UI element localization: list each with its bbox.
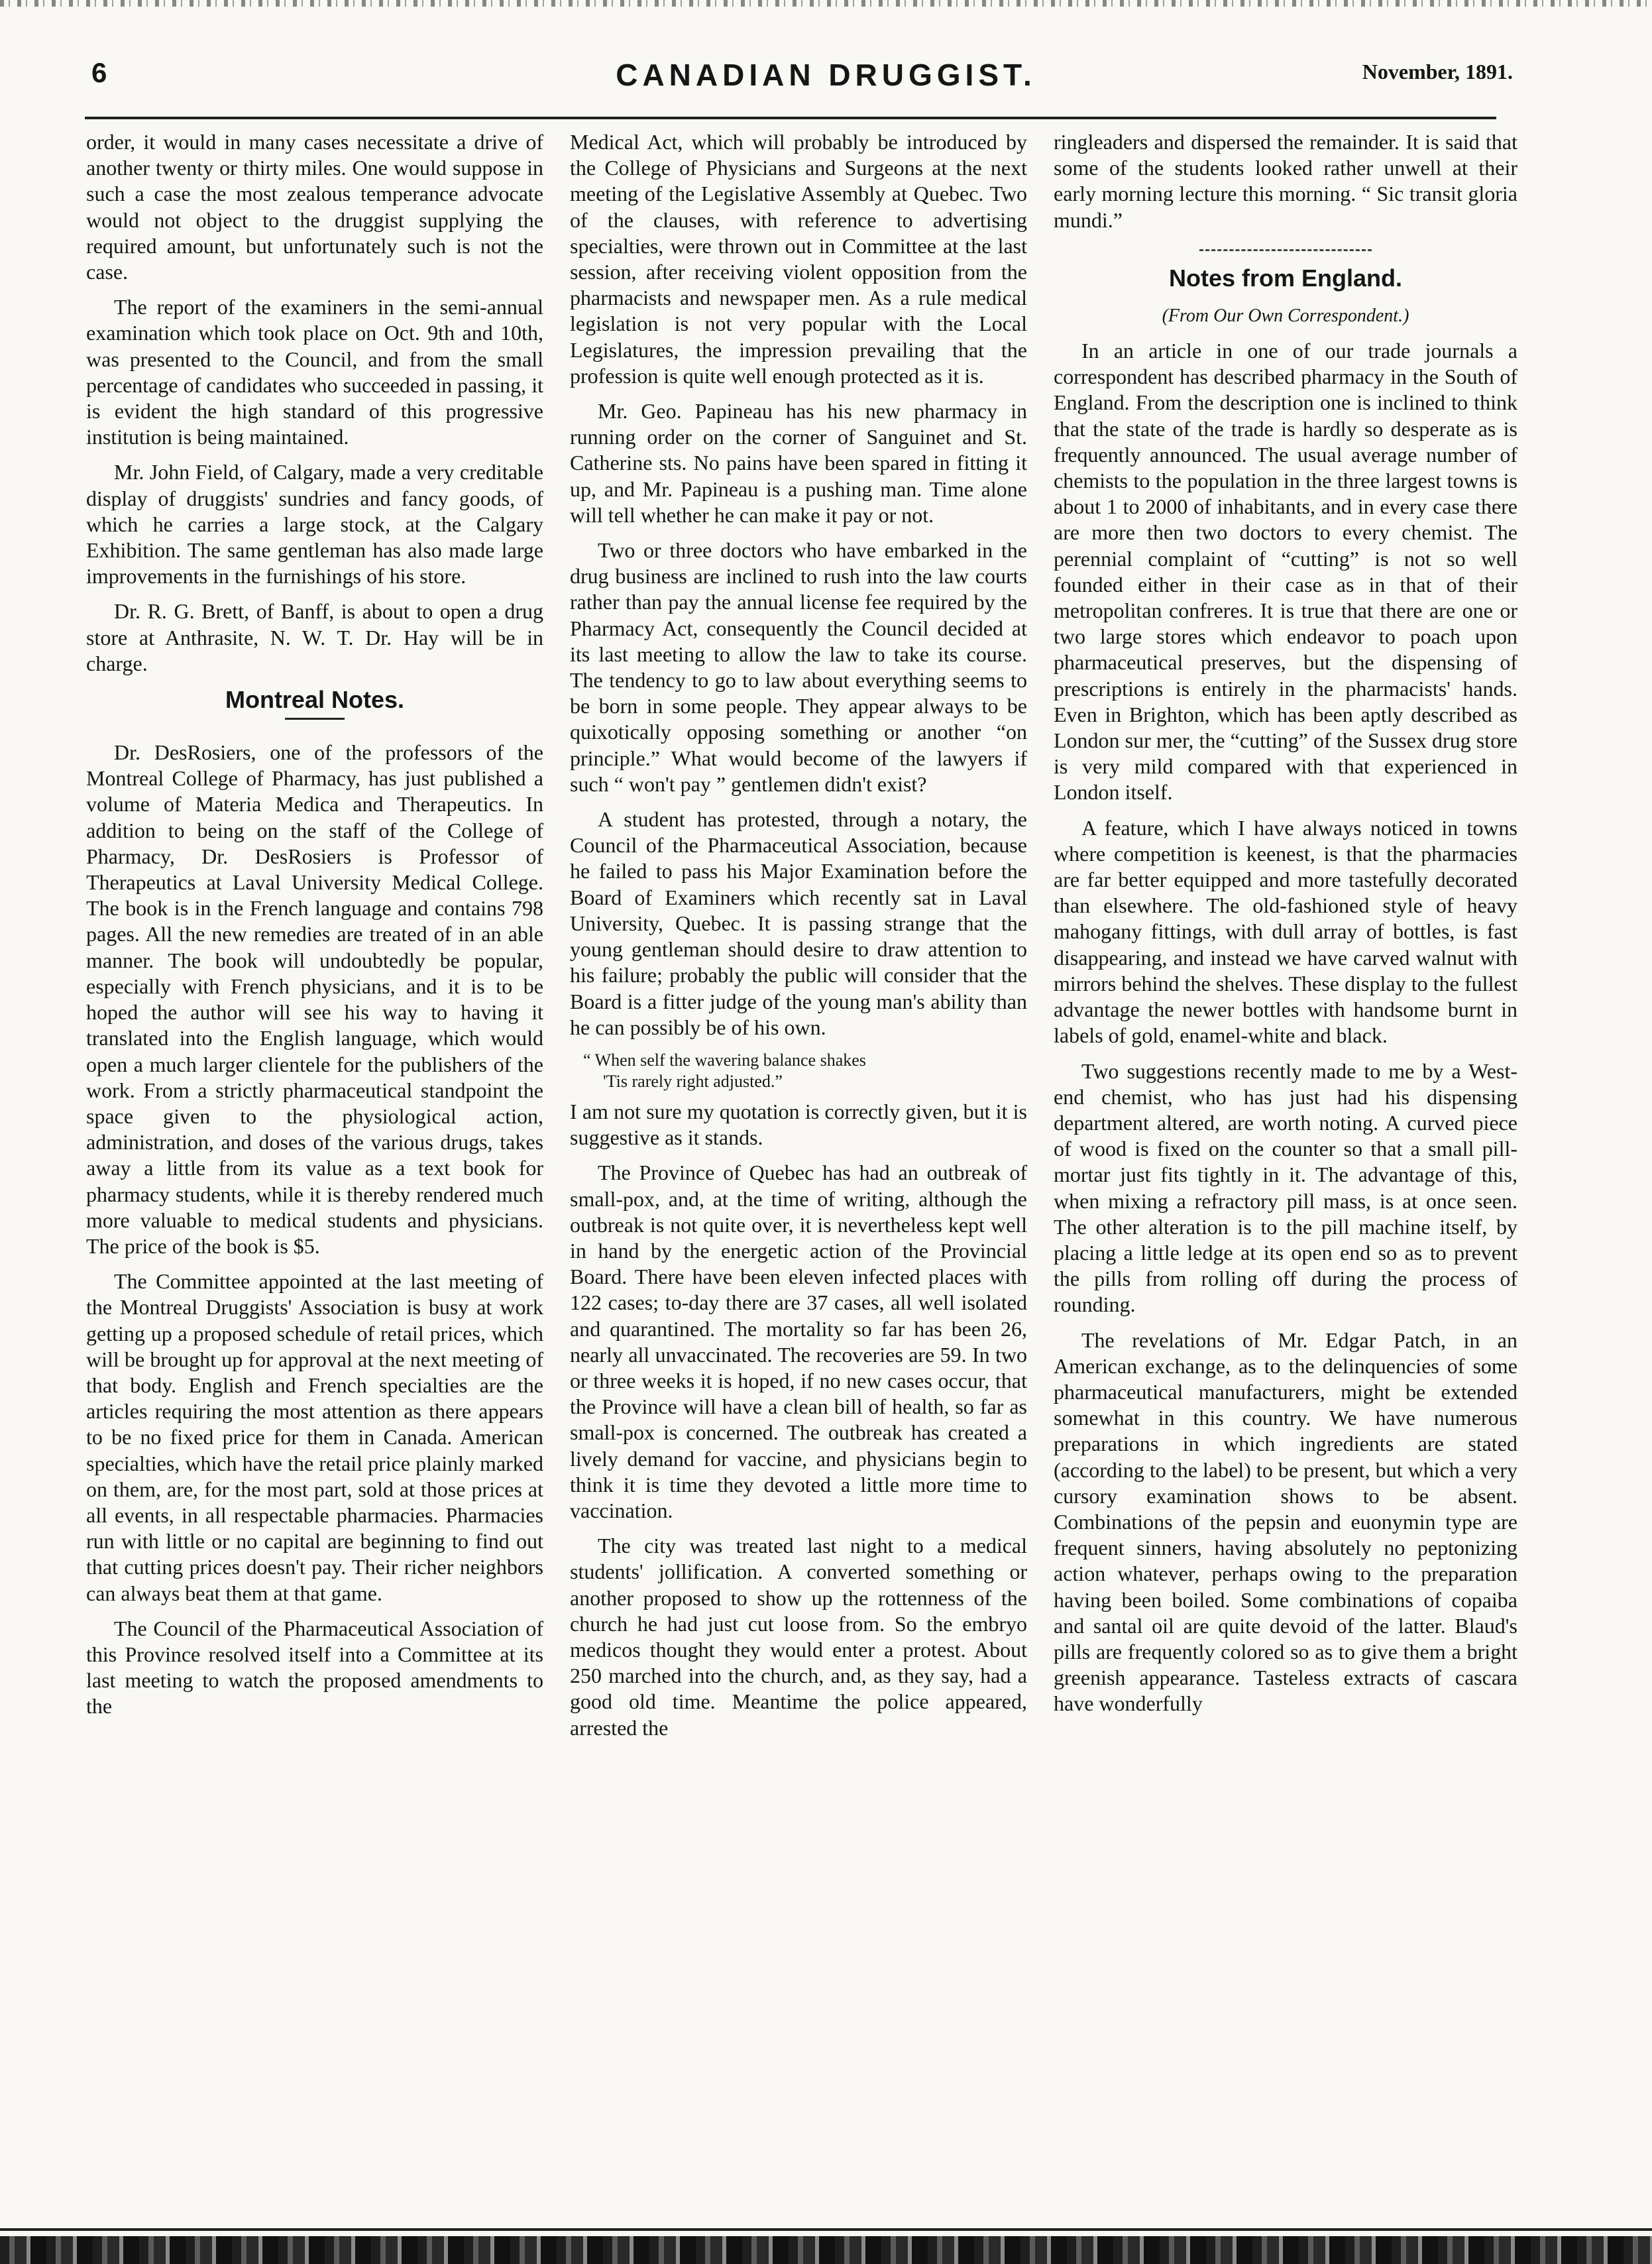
scan-bottom-edge: [0, 2236, 1652, 2264]
heading-rule: [285, 718, 345, 720]
paragraph: The Council of the Pharmaceutical Association of this Province resolved itself into a Committee at its last meeting to watch the proposed amendments to the: [86, 1616, 543, 1719]
column-2: [570, 129, 1027, 1750]
paragraph: order, it would in many cases necessitate a drive of another twenty or thirty miles. One would suppose in such a case the most zealous temperance advocate would not object to the druggist supplying the required amount, but unfortunately such is not the case.: [86, 130, 543, 284]
paragraph: The revelations of Mr. Edgar Patch, in an American exchange, as to the delinquencies of some pharmaceutical manufacturers, might be extended somewhat in this country. We have numerous preparations in which ingredients are stated (according to the label) to be present, but which a very cursory examination shows to be absent. Combinations of the pepsin and euonymin type are frequent sinners, having absolutely no peptonizing action whatever, perhaps owing to the preparation having been boiled. Some combinations of copaiba and santal oil are quite devoid of the latter. Blaud's pills are frequently colored so as to give them a bright greenish appearance. Tasteless extracts of cascara have wonderfully: [1054, 1328, 1517, 1716]
paragraph: The Committee appointed at the last meeting of the Montreal Druggists' Association is busy at work getting up a proposed schedule of retail prices, which will be brought up for approval at the next meeting of that body. English and French specialties are the articles requiring the most attention as there appears to be no fixed price for them in Canada. American specialties, which have the retail price plainly marked on them, are, for the most part, sold at those prices at all events, in all respectable pharmacies. Pharmacies run with little or no capital are beginning to find out that cutting prices doesn't pay. Their richer neighbors can always beat them at that game.: [86, 1269, 543, 1605]
quotation-line: “ When self the wavering balance shakes: [583, 1050, 866, 1070]
paragraph: The Province of Quebec has had an outbreak of small-pox, and, at the time of writing, although the outbreak is not quite over, it is nevertheless kept well in hand by the energetic action of the Provincial Board. There have been eleven infected places with 122 cases; to-day there are 37 cases, all well isolated and quarantined. The mortality so far has been 26, nearly all unvaccinated. The recoveries are 59. In two or three weeks it is hoped, if no new cases occur, that the Province will have a clean bill of health, so far as small-pox is concerned. The outbreak has created a lively demand for vaccine, and physicians begin to think it is time they devoted a little more time to vaccination.: [570, 1160, 1027, 1522]
section-heading-england: Notes from England.: [1168, 264, 1403, 292]
quotation-line: 'Tis rarely right adjusted.”: [603, 1071, 783, 1091]
scan-bottom-rule: [0, 2228, 1652, 2231]
paragraph: Two or three doctors who have embarked in the drug business are inclined to rush into the law courts rather than pay the annual license fee required by the Pharmacy Act, consequently the Council decided at its last meeting to allow the law to take its course. The tendency to go to law about everything seems to be born in some people. They appear always to be quixotically opposing something or another “on principle.” What would become of the lawyers if such “ won't pay ” gentlemen didn't exist?: [570, 538, 1027, 796]
paragraph: Mr. John Field, of Calgary, made a very creditable display of druggists' sundries and fancy goods, of which he carries a large stock, at the Calgary Exhibition. The same gentleman has also made large improvements in the furnishings of his store.: [86, 460, 543, 589]
paragraph: Medical Act, which will probably be introduced by the College of Physicians and Surgeons at the next meeting of the Legislative Assembly at Quebec. Two of the clauses, with reference to advertising specialties, were thrown out in Committee at the last session, after receiving violent opposition from the pharmacists and newspaper men. As a rule medical legislation is not very popular with the Local Legislatures, the impression prevailing that the profession is quite well enough protected as it is.: [570, 130, 1027, 388]
issue-date: November, 1891.: [1362, 60, 1513, 84]
paragraph: ringleaders and dispersed the remainder. It is said that some of the students looked rather unwell at their early morning lecture this morning. “ Sic transit gloria mundi.”: [1054, 130, 1517, 232]
paragraph: I am not sure my quotation is correctly given, but it is suggestive as it stands.: [570, 1099, 1027, 1150]
masthead: CANADIAN DRUGGIST.: [616, 58, 1036, 92]
page-number: 6: [91, 57, 107, 88]
byline: (From Our Own Correspondent.): [1162, 305, 1409, 326]
column-3: [1054, 129, 1517, 1726]
section-heading-montreal: Montreal Notes.: [225, 686, 405, 714]
header-rule: [85, 117, 1496, 119]
paragraph: Mr. Geo. Papineau has his new pharmacy in running order on the corner of Sanguinet and St. Catherine sts. No pains have been spared in fitting it up, and Mr. Papineau is a pushing man. Time alone will tell whether he can make it pay or not.: [570, 399, 1027, 527]
quotation: [583, 1050, 1027, 1092]
paragraph: A feature, which I have always noticed in towns where competition is keenest, is that the pharmacies are far better equipped and more tastefully decorated than elsewhere. The old-fashioned style of heavy mahogany fittings, with dull array of bottles, is fast disappearing, and instead we have carved walnut with mirrors behind the shelves. These display to the fullest advantage the newer bottles with handsome burnt in labels of gold, enamel-white and black.: [1054, 815, 1517, 1048]
paragraph: Dr. DesRosiers, one of the professors of the Montreal College of Pharmacy, has just published a volume of Materia Medica and Therapeutics. In addition to being on the staff of the College of Pharmacy, Dr. DesRosiers is Professor of Therapeutics at Laval University Medical College. The book is in the French language and contains 798 pages. All the new remedies are treated of in an able manner. The book will undoubtedly be popular, especially with French physicians, and it is to be hoped the author will see his way to having it translated into the English language, which would open a much larger clientele for the publishers of the work. From a strictly pharmaceutical standpoint the space given to the physiological action, administration, and doses of the various drugs, takes away a little from its value as a text book for pharmacy students, while it is thereby rendered much more valuable to medical students and physicians. The price of the book is $5.: [86, 740, 543, 1258]
paragraph: The city was treated last night to a medical students' jollification. A converted something or another proposed to show up the rottenness of the church he had just cut loose from. So the embryo medicos thought they would enter a protest. About 250 marched into the church, and, as they say, had a good old time. Meantime the police appeared, arrested the: [570, 1534, 1027, 1740]
scan-top-edge: [0, 0, 1652, 7]
paragraph: Dr. R. G. Brett, of Banff, is about to open a drug store at Anthrasite, N. W. T. Dr. Hay will be in charge.: [86, 599, 543, 675]
column-1: [86, 129, 543, 1729]
section-divider: [1199, 249, 1372, 251]
paragraph: Two suggestions recently made to me by a West-end chemist, who has just had his dispensing department altered, are worth noting. A curved piece of wood is fixed on the counter so that a small pill-mortar just fits tightly in it. The advantage of this, when mixing a refractory pill mass, is at once seen. The other alteration is to the pill machine itself, by placing a little ledge at its open end so as to prevent the pills from rolling off during the process of rounding.: [1054, 1058, 1517, 1317]
paragraph: In an article in one of our trade journals a correspondent has described pharmacy in the South of England. From the description one is inclined to think that the state of the trade is hardly so desperate as is frequently announced. The usual average number of chemists to the population in the three largest towns is about 1 to 2000 of inhabitants, and in every case there are more then two doctors to every chemist. The perennial complaint of “cutting” is not so well founded either in their case as in that of their metropolitan confreres. It is true that there are one or two large stores which endeavor to poach upon pharmaceutical preserves, but the dispensing of prescriptions is entirely in the pharmacists' hands. Even in Brighton, which has been aptly described as London sur mer, the “cutting” of the Sussex drug store is very mild compared with that experienced in London itself.: [1054, 339, 1517, 805]
paragraph: A student has protested, through a notary, the Council of the Pharmaceutical Association, because he failed to pass his Major Examination before the Board of Examiners which recently sat in Laval University, Quebec. It is passing strange that the young gentleman should desire to draw attention to his failure; probably the public will consider that the Board is a fitter judge of the young man's ability than he can possibly be of his own.: [570, 807, 1027, 1039]
page-header: [0, 57, 1652, 97]
paragraph: The report of the examiners in the semi-annual examination which took place on Oct. 9th and 10th, was presented to the Council, and from the small percentage of candidates who succeeded in passing, it is evident the high standard of this progressive institution is being maintained.: [86, 295, 543, 449]
